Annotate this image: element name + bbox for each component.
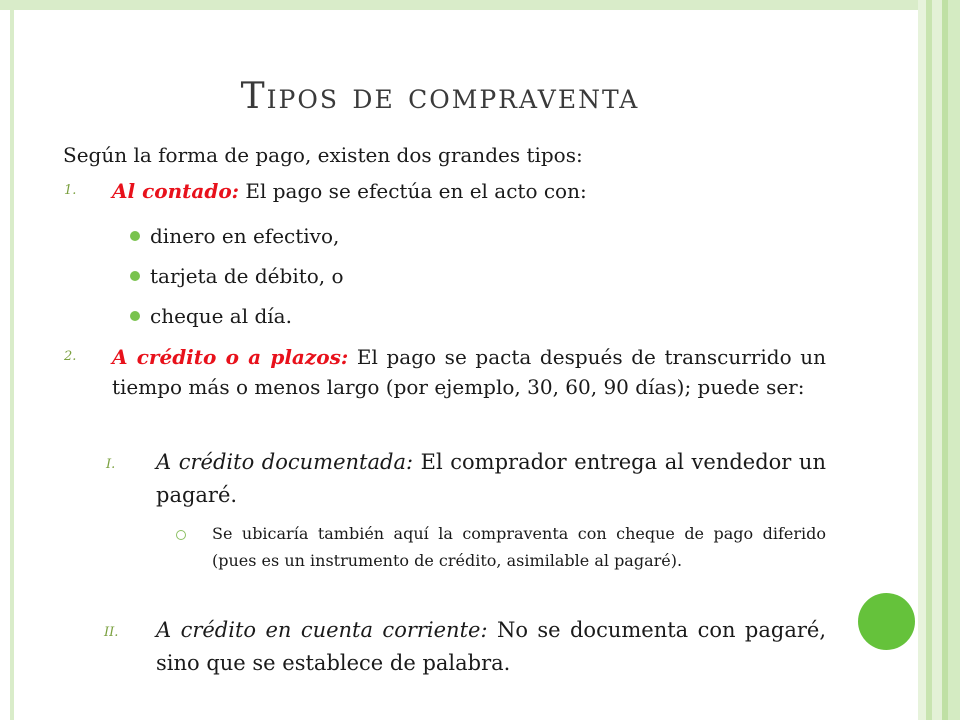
subitem-1 <box>156 446 826 512</box>
bullet-dot <box>130 311 140 321</box>
frame-top-border <box>0 0 918 10</box>
subitem-1-text: El comprador entrega al vendedor un pagaré. <box>156 450 826 507</box>
slide-title: Tipos de compraventa <box>240 76 640 117</box>
intro-text: Según la forma de pago, existen dos grandes tipos: <box>63 143 583 167</box>
item-2-marker: 2. <box>64 349 77 364</box>
bullet-item-1: dinero en efectivo, <box>150 224 340 248</box>
subitem-1-marker: I. <box>106 457 116 472</box>
subitem-2-text: No se documenta con pagaré, sino que se establece de palabra. <box>156 618 827 675</box>
ring-bullet-icon <box>176 530 186 540</box>
subitem-2 <box>156 614 826 680</box>
right-stripe-1 <box>918 0 926 720</box>
item-1 <box>112 176 587 206</box>
subitem-2-marker: II. <box>104 625 119 640</box>
bullet-item-3: cheque al día. <box>150 304 292 328</box>
item-2-text: El pago se pacta después de transcurrido un tiempo más o menos largo (por ejemplo, 30, 60, 90 días); puede ser: <box>112 345 826 399</box>
bullet-dot <box>130 271 140 281</box>
item-2 <box>112 342 826 402</box>
subitem-1-note: Se ubicaría también aquí la compraventa con cheque de pago diferido (pues es un instrumento de crédito, asimilable al pagaré). <box>212 524 826 570</box>
bullet-item-2: tarjeta de débito, o <box>150 264 344 288</box>
item-2-label: A crédito o a plazos: <box>112 345 349 369</box>
subitem-2-label: A crédito en cuenta corriente: <box>156 618 488 642</box>
green-circle-decoration <box>858 593 915 650</box>
item-1-label: Al contado: <box>112 179 240 203</box>
bullet-dot <box>130 231 140 241</box>
item-1-text: El pago se efectúa en el acto con: <box>239 179 587 203</box>
item-1-marker: 1. <box>64 183 77 198</box>
right-stripe-5 <box>948 0 960 720</box>
right-stripe-3 <box>932 0 942 720</box>
subitem-1-label: A crédito documentada: <box>156 450 414 474</box>
